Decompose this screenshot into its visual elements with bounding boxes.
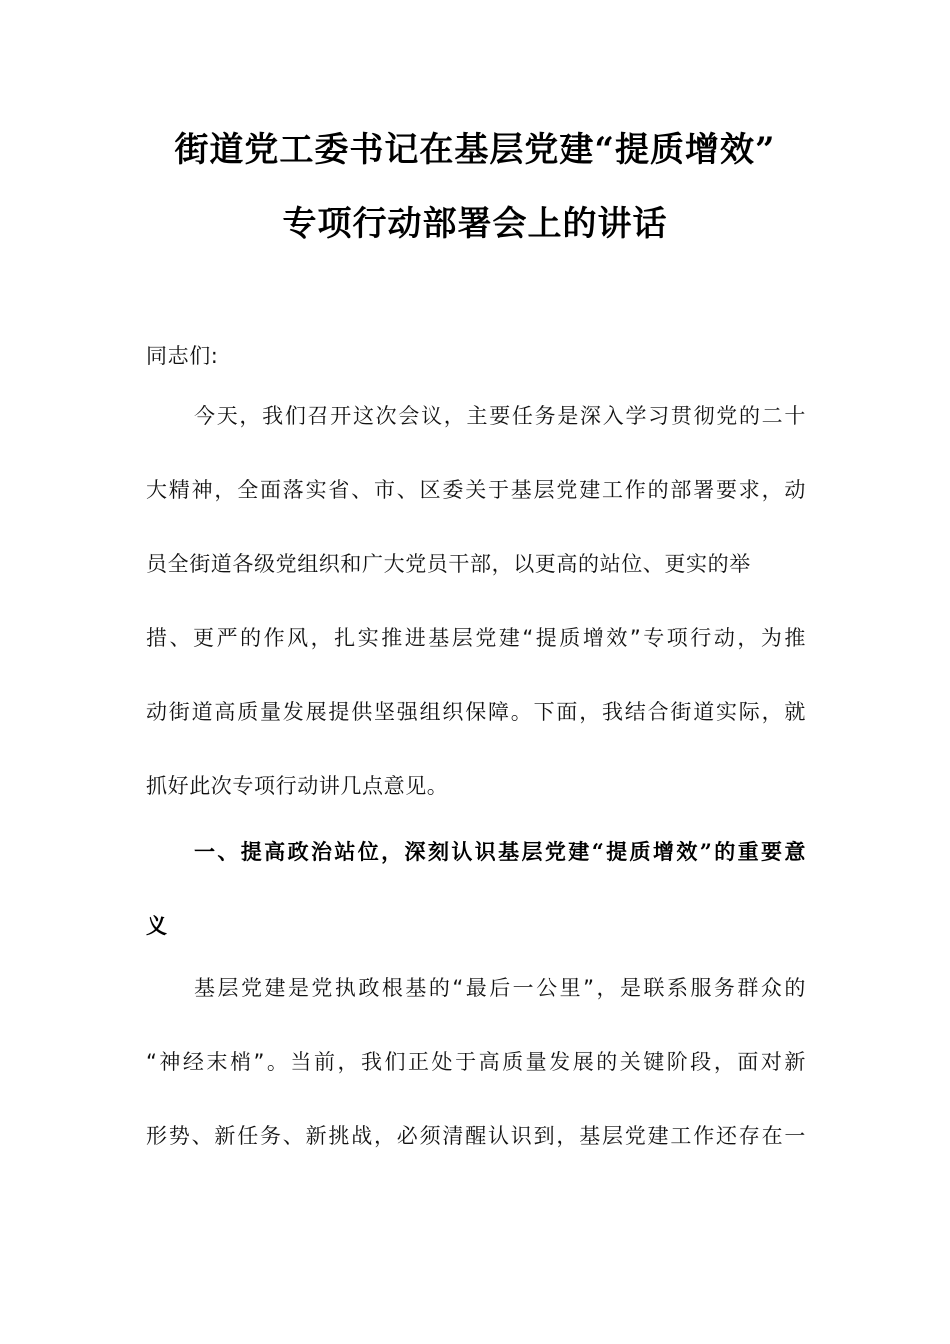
- paragraph-2-line-3: 形势、新任务、新挑战，必须清醒认识到，基层党建工作还存在一: [146, 1124, 806, 1148]
- paragraph-1-line-2: 大精神，全面落实省、市、区委关于基层党建工作的部署要求，动: [146, 478, 806, 502]
- paragraph-2-line-1: 基层党建是党执政根基的“最后一公里”，是联系服务群众的: [194, 976, 806, 1000]
- paragraph-1-line-3: 员全街道各级党组织和广大党员干部，以更高的站位、更实的举: [146, 552, 751, 576]
- paragraph-1-line-6: 抓好此次专项行动讲几点意见。: [146, 774, 449, 798]
- paragraph-2-line-2: “神经末梢”。当前，我们正处于高质量发展的关键阶段，面对新: [146, 1050, 806, 1074]
- section-heading-1-line-2: 义: [146, 913, 168, 938]
- paragraph-1-line-5: 动街道高质量发展提供坚强组织保障。下面，我结合街道实际，就: [146, 700, 806, 724]
- section-heading-1-line-1: 一、提高政治站位，深刻认识基层党建“提质增效”的重要意: [194, 839, 806, 864]
- document-title-line-2: 专项行动部署会上的讲话: [282, 204, 668, 244]
- salutation: 同志们:: [146, 344, 219, 368]
- document-title-line-1: 街道党工委书记在基层党建“提质增效”: [174, 130, 776, 170]
- paragraph-1-line-4: 措、更严的作风，扎实推进基层党建“提质增效”专项行动，为推: [146, 626, 806, 650]
- paragraph-1-line-1: 今天，我们召开这次会议，主要任务是深入学习贯彻党的二十: [194, 404, 806, 428]
